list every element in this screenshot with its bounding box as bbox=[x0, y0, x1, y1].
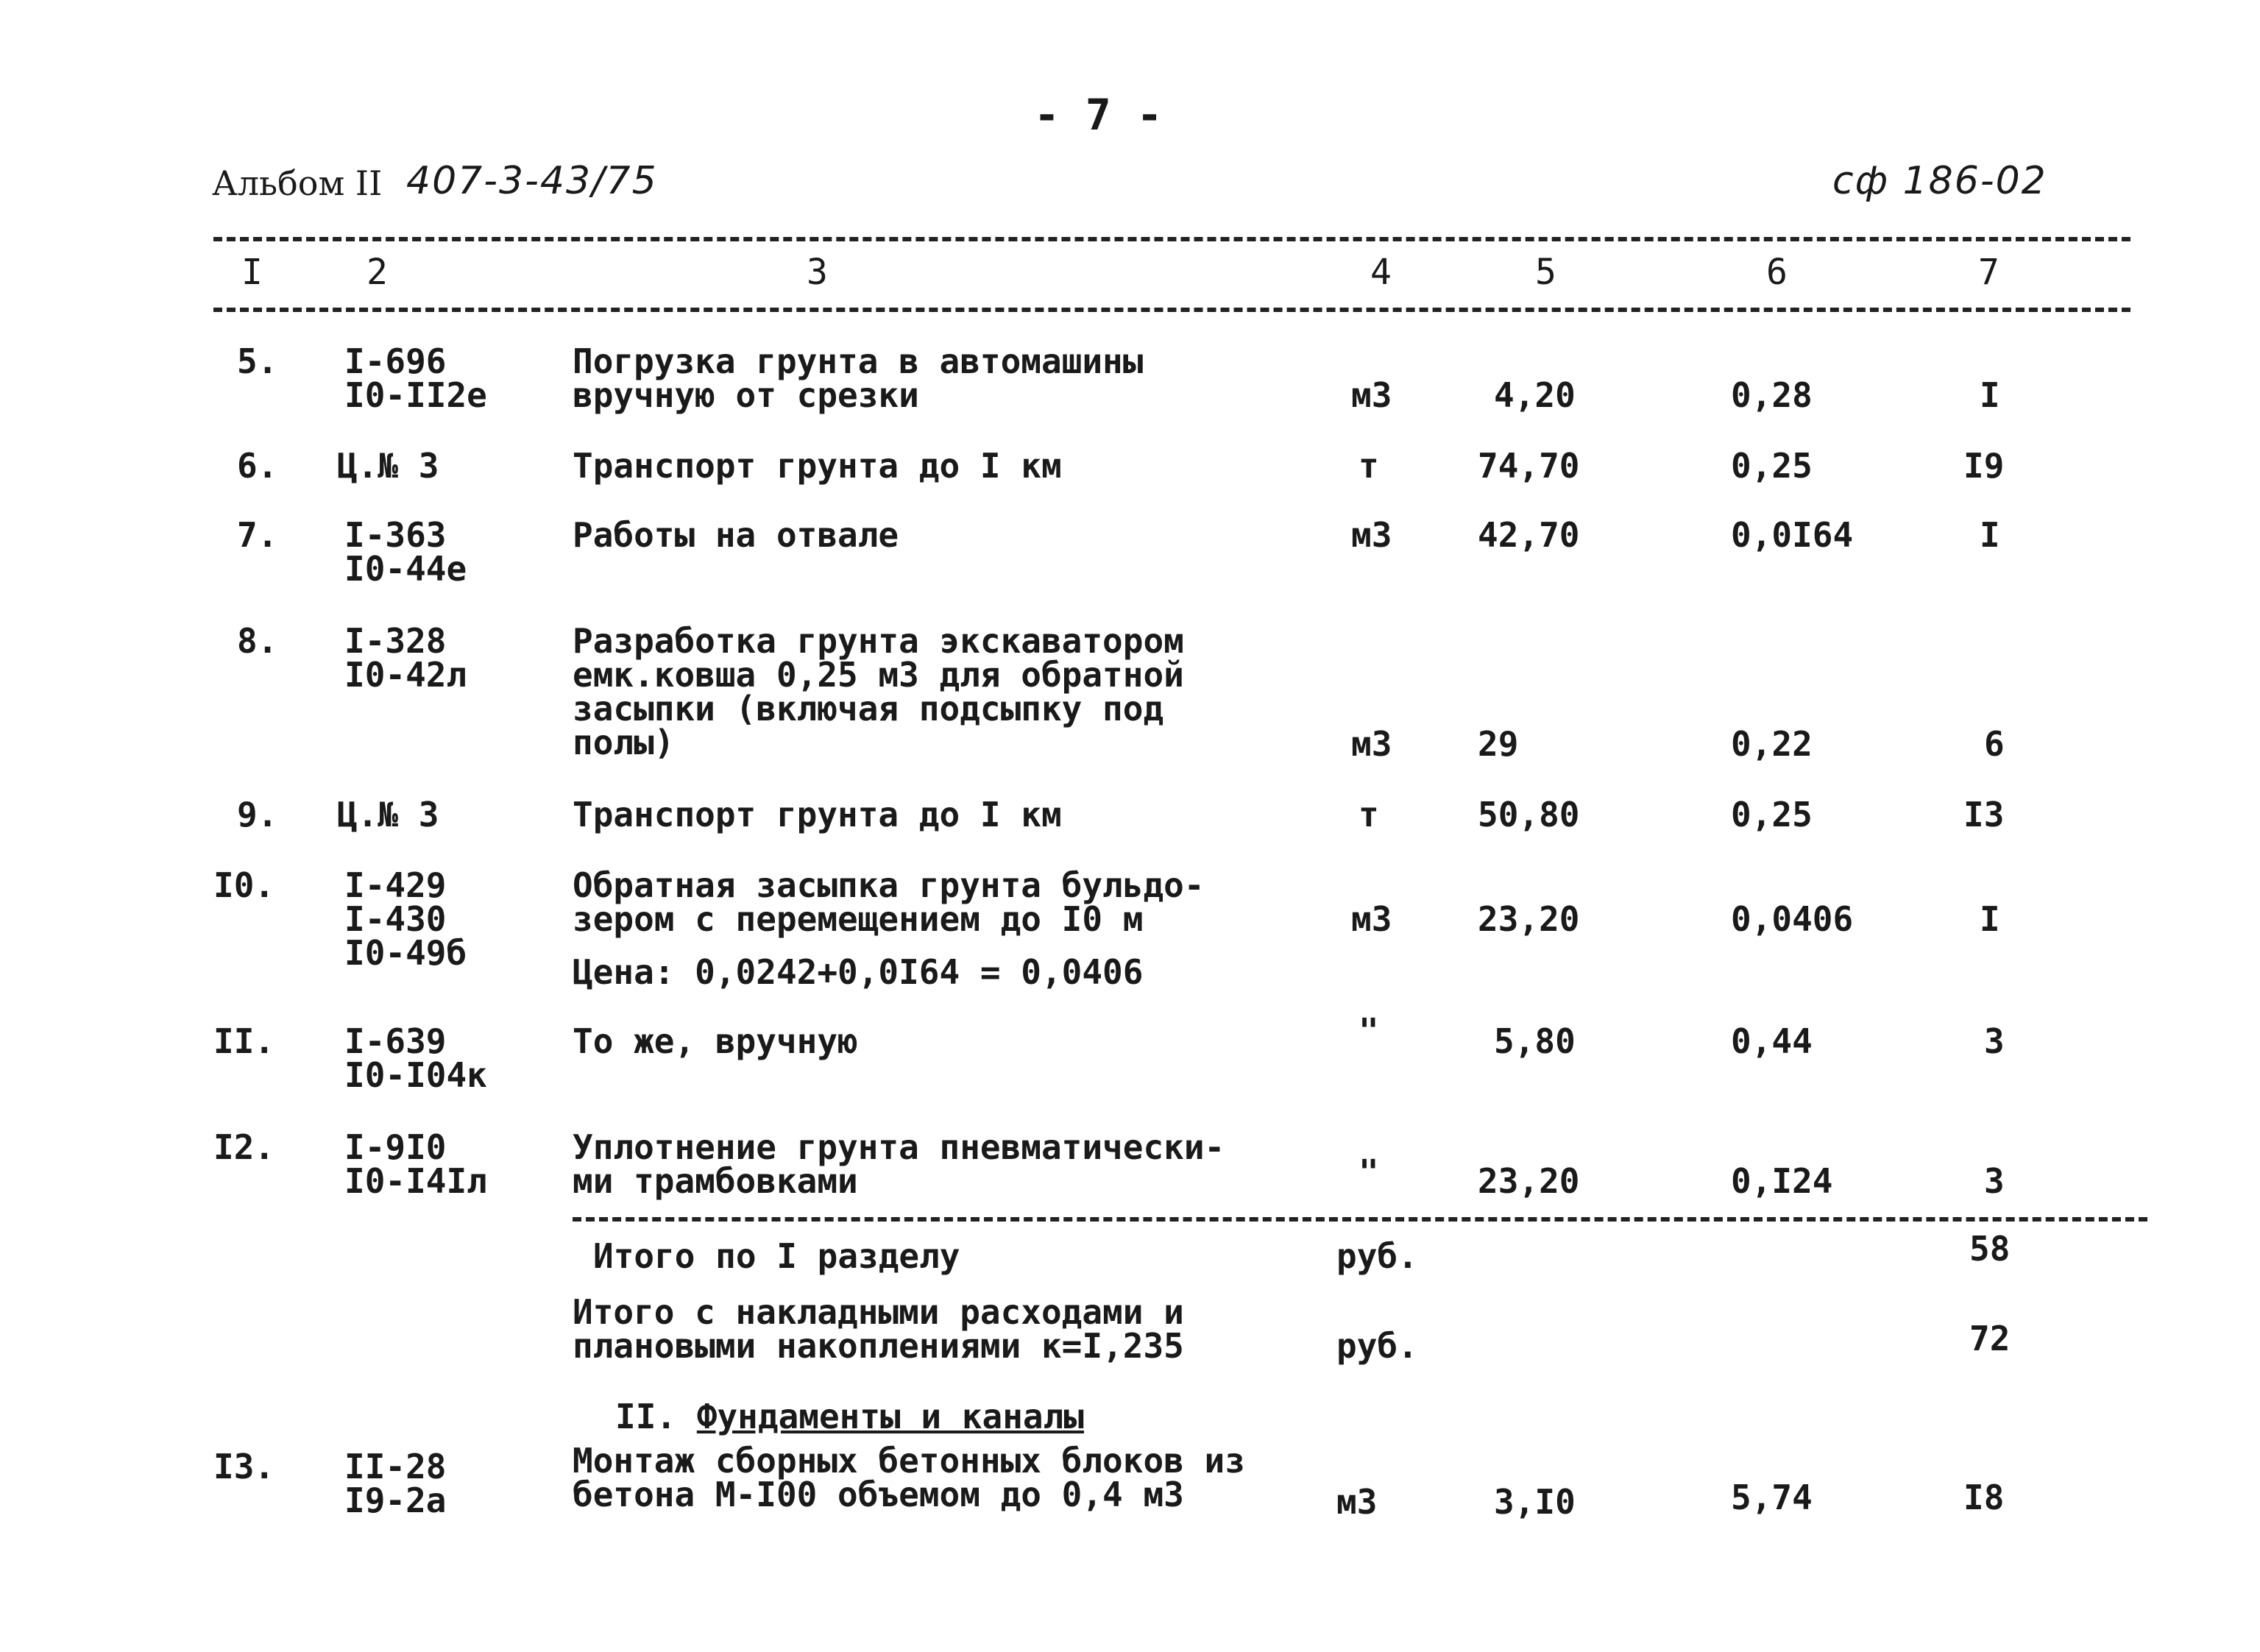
col-header-1: I bbox=[241, 252, 263, 293]
row-description: Обратная засыпка грунта бульдо- зером с перемещением до I0 м bbox=[573, 865, 1205, 939]
subtotal-overhead-label: Итого с накладными расходами и плановыми накоплениями к=I,235 bbox=[573, 1292, 1184, 1366]
row-quantity: 29 bbox=[1478, 724, 1519, 764]
col-header-4: 4 bbox=[1370, 252, 1392, 293]
row-price: 0,25 bbox=[1731, 446, 1813, 486]
row-description: То же, вручную bbox=[573, 1021, 858, 1061]
subtotal-section1-label: Итого по I разделу bbox=[593, 1236, 960, 1276]
row-number: 5. bbox=[237, 341, 278, 381]
row-description: Погрузка грунта в автомашины вручную от срезки bbox=[573, 341, 1144, 415]
row-quantity: 4,20 bbox=[1494, 375, 1576, 415]
row-code: I-363 I0-44е bbox=[344, 515, 467, 589]
row-number: I2. bbox=[213, 1127, 275, 1167]
row-number: I3. bbox=[213, 1447, 275, 1486]
row-price: 0,28 bbox=[1731, 375, 1813, 415]
row-unit: т bbox=[1359, 795, 1379, 834]
section-number: II. bbox=[615, 1397, 677, 1436]
page-number: - 7 - bbox=[1034, 90, 1163, 140]
album-label: Альбом II bbox=[212, 163, 383, 203]
row-code: II-28 I9-2а bbox=[344, 1447, 447, 1520]
row-description: Уплотнение грунта пневматически- ми трамбовками bbox=[573, 1127, 1225, 1201]
row-number: 6. bbox=[237, 446, 278, 486]
subtotal-section1-unit: руб. bbox=[1336, 1236, 1418, 1276]
row-price: 0,25 bbox=[1731, 795, 1813, 834]
row-description: Транспорт грунта до I км bbox=[573, 446, 1062, 486]
col-header-7: 7 bbox=[1978, 252, 1999, 293]
row-description: Разработка грунта экскаватором емк.ковша 0,25 м3 для обратной засыпки (включая подсыпку под полы) bbox=[573, 621, 1184, 762]
row-total: 3 bbox=[1984, 1021, 2005, 1061]
row-quantity: 5,80 bbox=[1494, 1021, 1576, 1061]
row-price: 5,74 bbox=[1731, 1478, 1813, 1517]
row-total: 6 bbox=[1984, 724, 2005, 764]
row-number: 8. bbox=[237, 621, 278, 661]
section-heading bbox=[615, 1397, 1084, 1436]
sheet-code: сф 186-02 bbox=[1832, 159, 2047, 203]
row-price: 0,0406 bbox=[1731, 899, 1854, 939]
row-total: 3 bbox=[1984, 1161, 2005, 1201]
row-total: I3 bbox=[1963, 795, 2005, 834]
col-header-5: 5 bbox=[1535, 252, 1556, 293]
row-price: 0,44 bbox=[1731, 1021, 1813, 1061]
subtotal-overhead-unit: руб. bbox=[1336, 1326, 1418, 1366]
subtotal-section1-total: 58 bbox=[1969, 1229, 2011, 1269]
row-code: I-429 I-430 I0-49б bbox=[344, 865, 467, 973]
row-price-note: Цена: 0,0242+0,0I64 = 0,0406 bbox=[573, 952, 1144, 992]
row-quantity: 74,70 bbox=[1478, 446, 1580, 486]
row-unit: т bbox=[1359, 446, 1379, 486]
row-code: I-696 I0-II2е bbox=[344, 341, 487, 415]
row-total: I bbox=[1980, 515, 2000, 555]
row-price: 0,22 bbox=[1731, 724, 1813, 764]
row-code: I-9I0 I0-I4Iл bbox=[344, 1127, 487, 1201]
section-title: Фундаменты и каналы bbox=[696, 1397, 1084, 1436]
row-total: I bbox=[1980, 899, 2000, 939]
row-price: 0,I24 bbox=[1731, 1161, 1833, 1201]
row-number: I0. bbox=[213, 865, 275, 905]
row-code: Ц.№ 3 bbox=[337, 795, 439, 834]
header-bottom-rule bbox=[213, 308, 2130, 312]
row-number: 9. bbox=[237, 795, 278, 834]
row-unit: " bbox=[1359, 1152, 1379, 1192]
row-quantity: 50,80 bbox=[1478, 795, 1580, 834]
row-unit: " bbox=[1359, 1011, 1379, 1051]
header-top-rule bbox=[213, 237, 2130, 241]
subtotal-overhead-total: 72 bbox=[1969, 1319, 2011, 1358]
row-total: I8 bbox=[1963, 1478, 2005, 1517]
row-code: Ц.№ 3 bbox=[337, 446, 439, 486]
row-description: Транспорт грунта до I км bbox=[573, 795, 1062, 834]
col-header-6: 6 bbox=[1766, 252, 1788, 293]
col-header-3: 3 bbox=[807, 252, 828, 293]
row-unit: м3 bbox=[1351, 899, 1392, 939]
row-code: I-639 I0-I04к bbox=[344, 1021, 487, 1095]
row-quantity: 23,20 bbox=[1478, 899, 1580, 939]
row-price: 0,0I64 bbox=[1731, 515, 1854, 555]
row-quantity: 42,70 bbox=[1478, 515, 1580, 555]
row-unit: м3 bbox=[1351, 515, 1392, 555]
row-number: 7. bbox=[237, 515, 278, 555]
row-code: I-328 I0-42л bbox=[344, 621, 467, 695]
row-quantity: 3,I0 bbox=[1494, 1482, 1576, 1522]
row-description: Монтаж сборных бетонных блоков из бетона М-I00 объемом до 0,4 м3 bbox=[573, 1441, 1245, 1514]
row-description: Работы на отвале bbox=[573, 515, 899, 555]
row-quantity: 23,20 bbox=[1478, 1161, 1580, 1201]
subtotal-rule bbox=[573, 1217, 2147, 1222]
row-total: I9 bbox=[1963, 446, 2005, 486]
row-unit: м3 bbox=[1351, 724, 1392, 764]
row-unit: м3 bbox=[1351, 375, 1392, 415]
col-header-2: 2 bbox=[366, 252, 388, 293]
row-total: I bbox=[1980, 375, 2000, 415]
row-number: II. bbox=[213, 1021, 275, 1061]
row-unit: м3 bbox=[1336, 1482, 1378, 1522]
album-code: 407-3-43/75 bbox=[406, 159, 658, 203]
